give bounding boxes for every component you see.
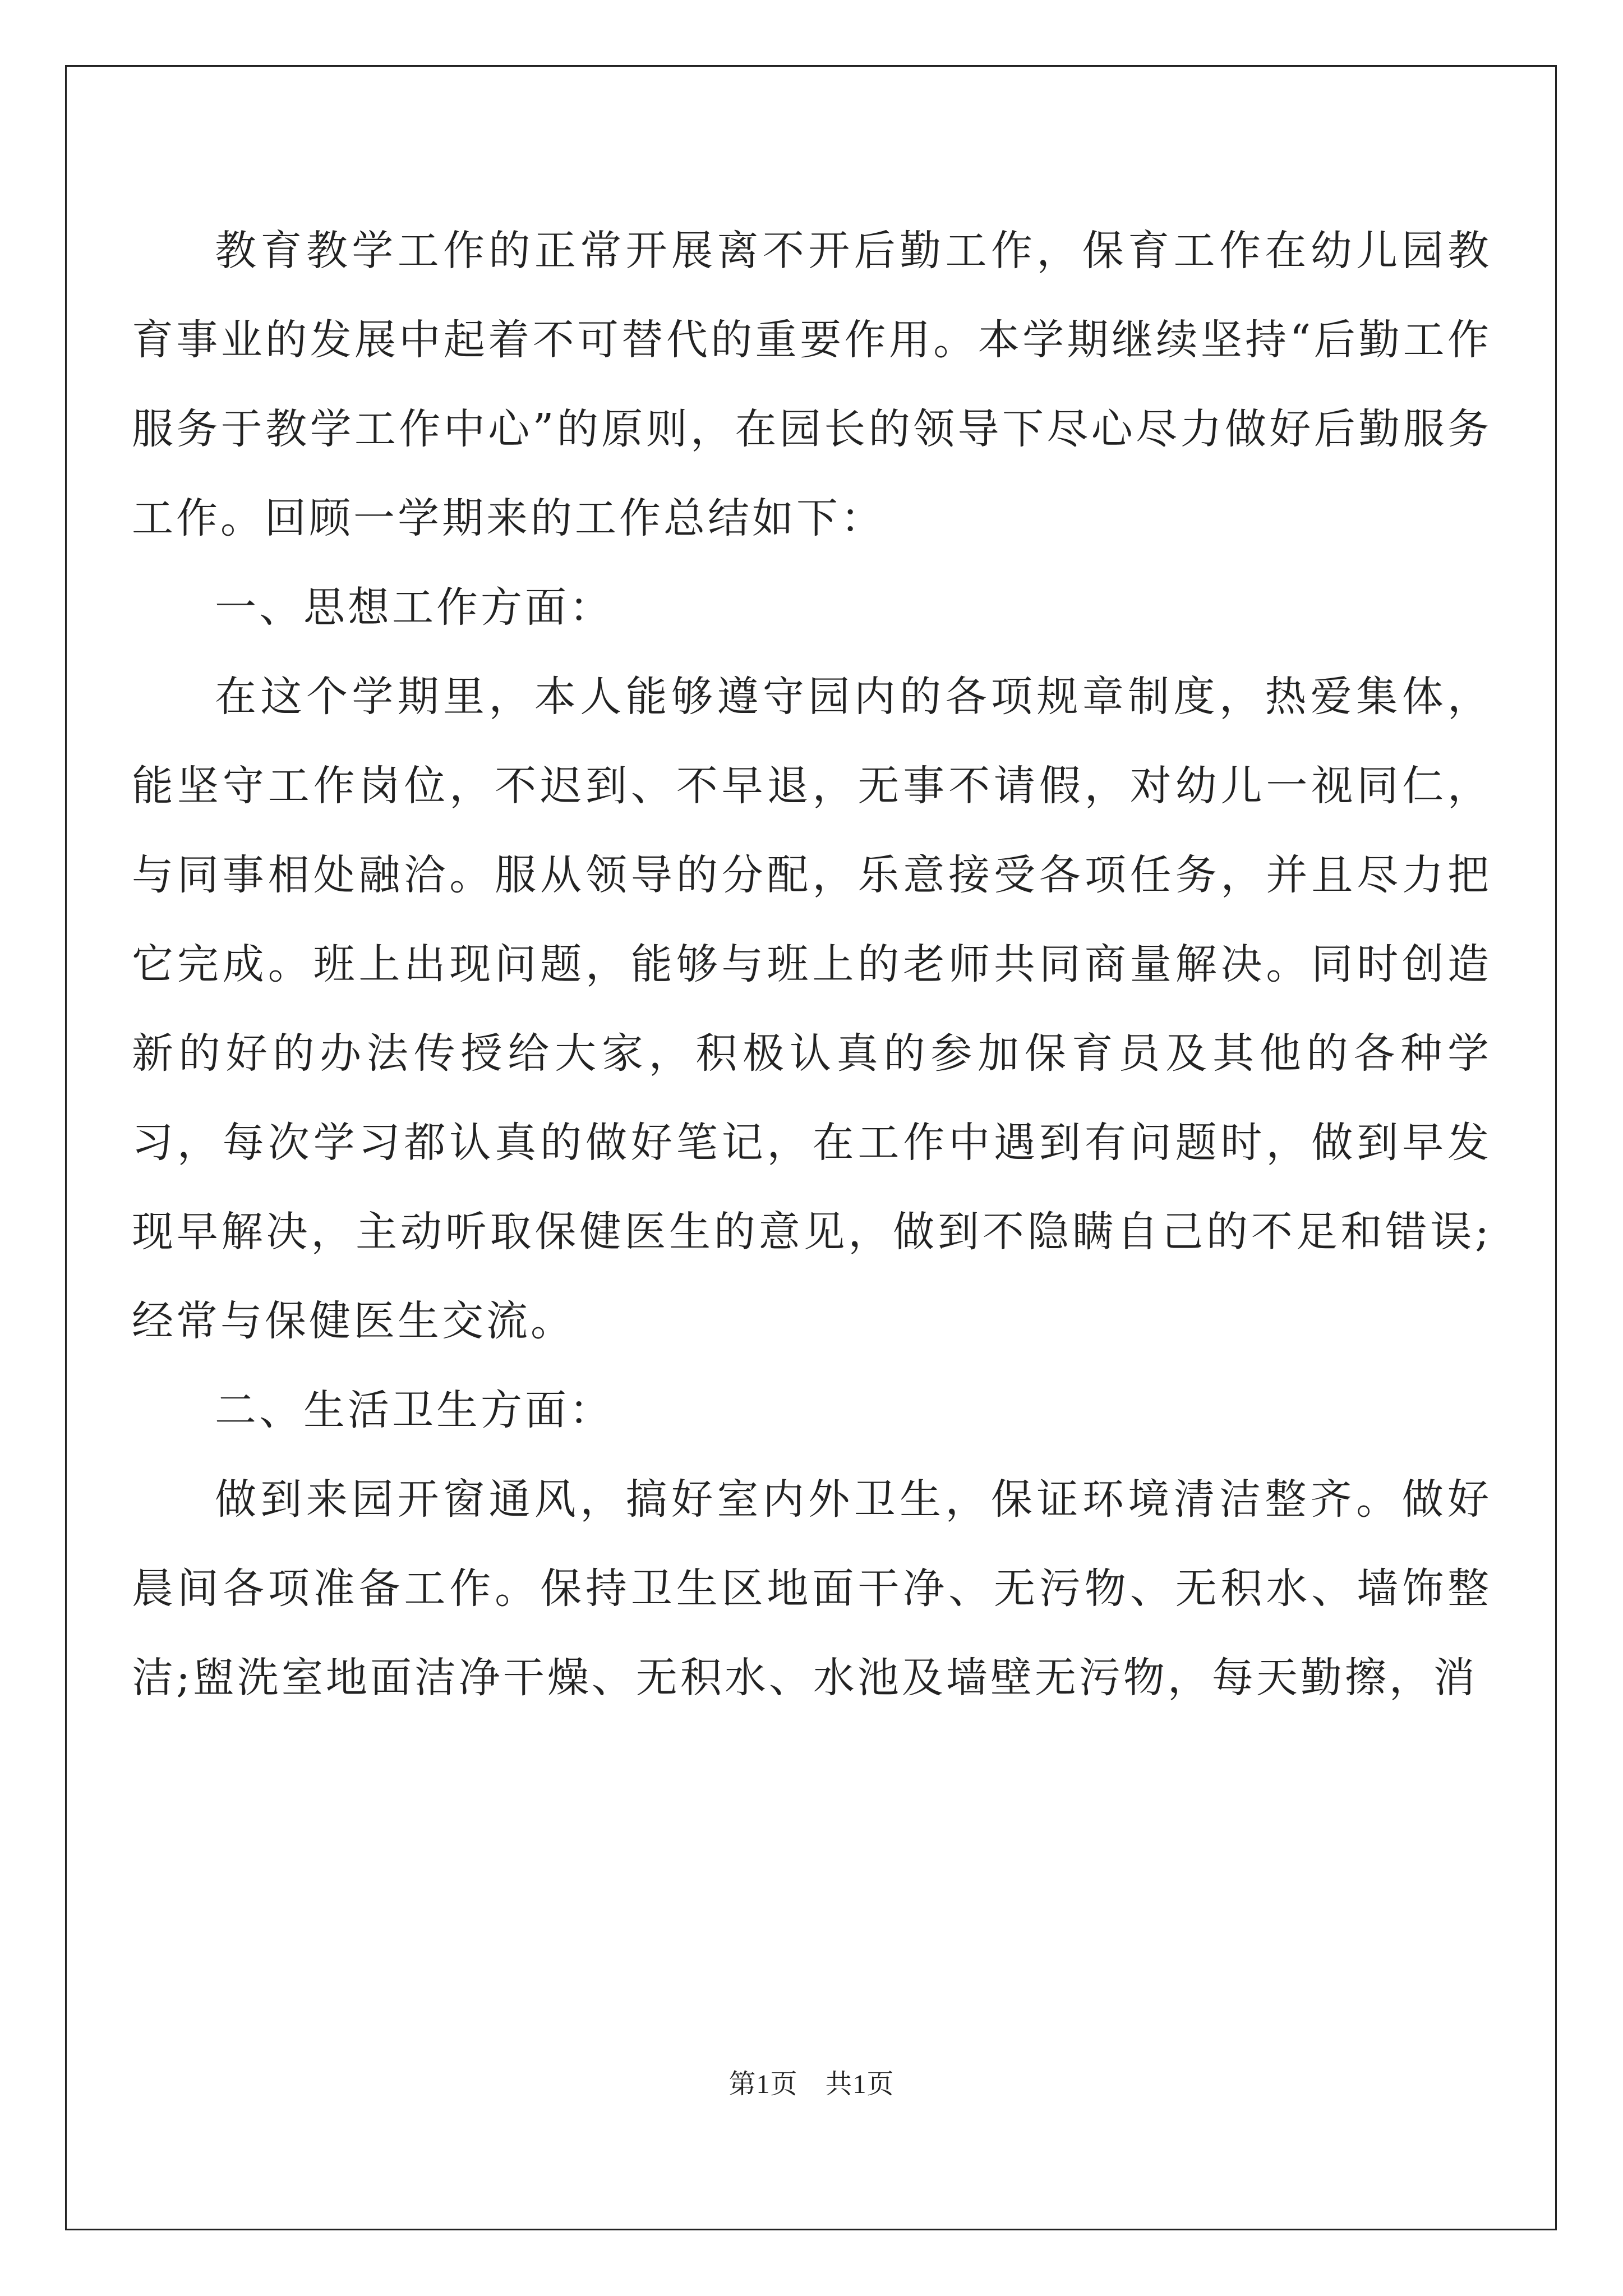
section-heading-hygiene: 二、生活卫生方面： xyxy=(215,1386,614,1434)
paragraph-intro: 教育教学工作的正常开展离不开后勤工作，保育工作在幼儿园教育事业的发展中起着不可替代的重要作用。本学期继续坚持“后勤工作服务于教学工作中心”的原则，在园长的领导下尽心尽力做好后勤服务工作。回顾一学期来的工作总结如下： xyxy=(132,227,1492,542)
paragraph-hygiene: 做到来园开窗通风，搞好室内外卫生，保证环境清洁整齐。做好晨间各项准备工作。保持卫生区地面干净、无污物、无积水、墙饰整洁;盥洗室地面洁净干燥、无积水、水池及墙壁无污物，每天勤擦，消 xyxy=(132,1475,1492,1702)
section-heading-thought: 一、思想工作方面： xyxy=(215,583,614,632)
page-footer: 第1页 共1页 xyxy=(728,2069,895,2099)
document-body xyxy=(132,206,1492,1723)
paragraph-thought: 在这个学期里，本人能够遵守园内的各项规章制度，热爱集体，能坚守工作岗位，不迟到、不早退，无事不请假，对幼儿一视同仁，与同事相处融洽。服从领导的分配，乐意接受各项任务，并且尽力把它完成。班上出现问题，能够与班上的老师共同商量解决。同时创造新的好的办法传授给大家，积极认真的参加保育员及其他的各种学习，每次学习都认真的做好笔记，在工作中遇到有问题时，做到早发现早解决，主动听取保健医生的意见，做到不隐瞒自己的不足和错误;经常与保健医生交流。 xyxy=(132,673,1492,1345)
